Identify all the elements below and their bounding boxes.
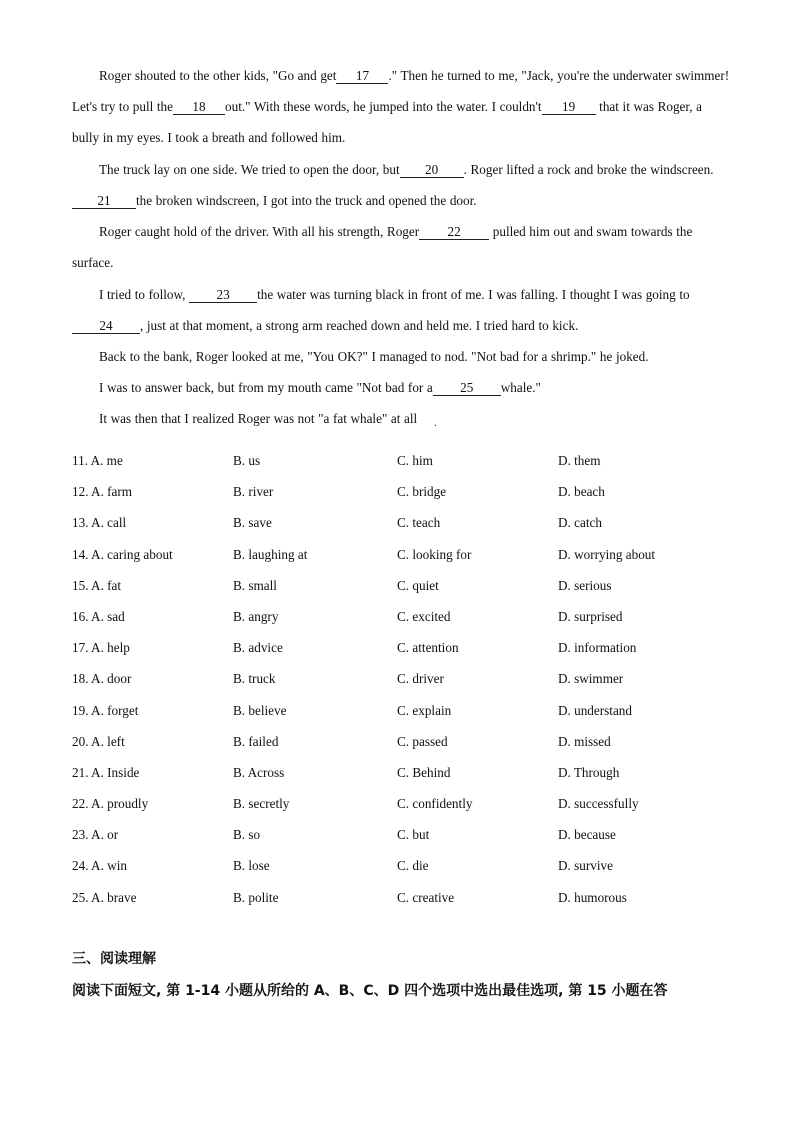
blank-19: 19 — [542, 99, 596, 115]
option-d: D. surprised — [558, 608, 623, 624]
option-c: C. but — [397, 827, 430, 843]
option-a: 13. A. call — [72, 515, 127, 531]
option-a: 24. A. win — [72, 858, 127, 874]
option-b: B. polite — [233, 889, 279, 905]
option-b: B. lose — [233, 858, 270, 874]
option-b: B. failed — [233, 733, 279, 749]
option-d: D. successfully — [558, 796, 639, 812]
option-c: C. confidently — [397, 796, 473, 812]
option-b: B. angry — [233, 608, 279, 624]
option-b: B. laughing at — [233, 546, 308, 562]
passage-paragraph-1 — [72, 60, 732, 153]
option-d: D. because — [558, 827, 616, 843]
option-b: B. Across — [233, 764, 285, 780]
blank-17: 17 — [336, 68, 388, 84]
option-a: 20. A. left — [72, 733, 125, 749]
question-row — [72, 668, 732, 699]
option-a: 11. A. me — [72, 453, 123, 468]
question-row — [72, 544, 732, 575]
option-b: B. believe — [233, 702, 287, 718]
option-d: D. missed — [558, 733, 611, 749]
option-a: 19. A. forget — [72, 702, 139, 718]
option-a: 17. A. help — [72, 640, 130, 656]
option-c: C. driver — [397, 671, 444, 687]
option-b: B. secretly — [233, 796, 290, 812]
question-row — [72, 481, 732, 512]
option-c: C. attention — [397, 640, 459, 656]
option-b: B. so — [233, 827, 261, 843]
option-c: C. teach — [397, 515, 441, 531]
question-options-list — [72, 450, 732, 918]
passage-text: out." With these words, he jumped into the water. I couldn't — [225, 99, 542, 114]
passage-text: The truck lay on one side. We tried to open the door, but — [99, 162, 400, 177]
option-a: 16. A. sad — [72, 608, 125, 624]
blank-22: 22 — [419, 224, 489, 240]
option-c: C. passed — [397, 733, 448, 749]
passage-text: Roger shouted to the other kids, "Go and get — [99, 68, 337, 83]
blank-25: 25 — [433, 380, 501, 396]
question-row — [72, 575, 732, 606]
question-row — [72, 606, 732, 637]
option-d: D. understand — [558, 702, 632, 718]
question-row — [72, 855, 732, 886]
option-b: B. small — [233, 577, 277, 593]
option-d: D. beach — [558, 484, 605, 500]
option-c: C. looking for — [397, 546, 472, 562]
option-d: D. serious — [558, 577, 612, 593]
option-a: 22. A. proudly — [72, 796, 149, 812]
passage-text: I was to answer back, but from my mouth came "Not bad for a — [99, 380, 433, 395]
option-a: 23. A. or — [72, 827, 119, 843]
passage-text: ." Then he turned to me, "Jack, you're the underwater swimmer! Let's try to pull the — [72, 68, 730, 114]
passage-paragraph-5 — [72, 341, 732, 372]
option-d: D. them — [558, 453, 601, 468]
passage-paragraph-4 — [72, 279, 732, 341]
option-d: D. survive — [558, 858, 613, 874]
option-d: D. Through — [558, 764, 620, 780]
option-d: D. information — [558, 640, 637, 656]
option-d: D. humorous — [558, 889, 627, 905]
passage-text: the broken windscreen, I got into the truck and opened the door. — [136, 193, 477, 208]
passage-paragraph-6 — [72, 372, 732, 403]
passage-text: . Roger lifted a rock and broke the windscreen. — [463, 162, 714, 177]
option-a: 21. A. Inside — [72, 764, 140, 780]
option-a: 14. A. caring about — [72, 546, 173, 562]
option-d: D. catch — [558, 515, 602, 531]
option-c: C. Behind — [397, 764, 451, 780]
passage-text: It was then that I realized Roger was not "a fat whale" at all — [99, 411, 418, 426]
option-a: 18. A. door — [72, 671, 132, 687]
blank-18: 18 — [173, 99, 225, 115]
option-b: B. river — [233, 484, 274, 500]
option-c: C. bridge — [397, 484, 447, 500]
question-row — [72, 512, 732, 543]
option-a: 15. A. fat — [72, 577, 122, 593]
question-row — [72, 450, 732, 481]
passage-text: pulled him out and swam towards the surface. — [72, 224, 693, 270]
passage-text: that it was Roger, a bully in my eyes. I took a breath and followed him. — [72, 99, 703, 145]
option-b: B. truck — [233, 671, 276, 687]
stray-dot: . — [434, 418, 437, 429]
blank-24: 24 — [72, 318, 140, 334]
question-row — [72, 824, 732, 855]
option-c: C. die — [397, 858, 429, 874]
passage-paragraph-7 — [72, 403, 732, 434]
blank-20: 20 — [400, 162, 464, 178]
passage-text: the water was turning black in front of me. I was falling. I thought I was going to — [257, 287, 690, 302]
section-instruction: 阅读下面短文, 第 1-14 小题从所给的 A、B、C、D 四个选项中选出最佳选项, 第 15 小题在答 — [72, 983, 668, 999]
passage-text: I tried to follow, — [99, 287, 186, 302]
question-row — [72, 700, 732, 731]
option-b: B. advice — [233, 640, 283, 656]
question-row — [72, 731, 732, 762]
option-b: B. us — [233, 453, 261, 468]
passage-text: whale." — [500, 380, 541, 395]
blank-21: 21 — [72, 193, 136, 209]
option-d: D. swimmer — [558, 671, 624, 687]
option-c: C. him — [397, 453, 433, 468]
passage-text: Roger caught hold of the driver. With all his strength, Roger — [99, 224, 420, 239]
passage-paragraph-2 — [72, 154, 732, 216]
passage-text: , just at that moment, a strong arm reached down and held me. I tried hard to kick. — [140, 318, 579, 333]
option-c: C. explain — [397, 702, 452, 718]
question-row — [72, 793, 732, 824]
option-c: C. excited — [397, 608, 451, 624]
option-d: D. worrying about — [558, 546, 656, 562]
passage-paragraph-3 — [72, 216, 732, 278]
option-a: 25. A. brave — [72, 889, 137, 905]
blank-23: 23 — [189, 287, 257, 303]
option-c: C. creative — [397, 889, 455, 905]
section-title: 三、阅读理解 — [72, 951, 156, 967]
option-b: B. save — [233, 515, 272, 531]
question-row — [72, 637, 732, 668]
option-a: 12. A. farm — [72, 484, 133, 500]
question-row — [72, 887, 732, 918]
question-row — [72, 762, 732, 793]
passage-text: Back to the bank, Roger looked at me, "You OK?" I managed to nod. "Not bad for a shrimp." he joked. — [99, 349, 649, 364]
option-c: C. quiet — [397, 577, 439, 593]
